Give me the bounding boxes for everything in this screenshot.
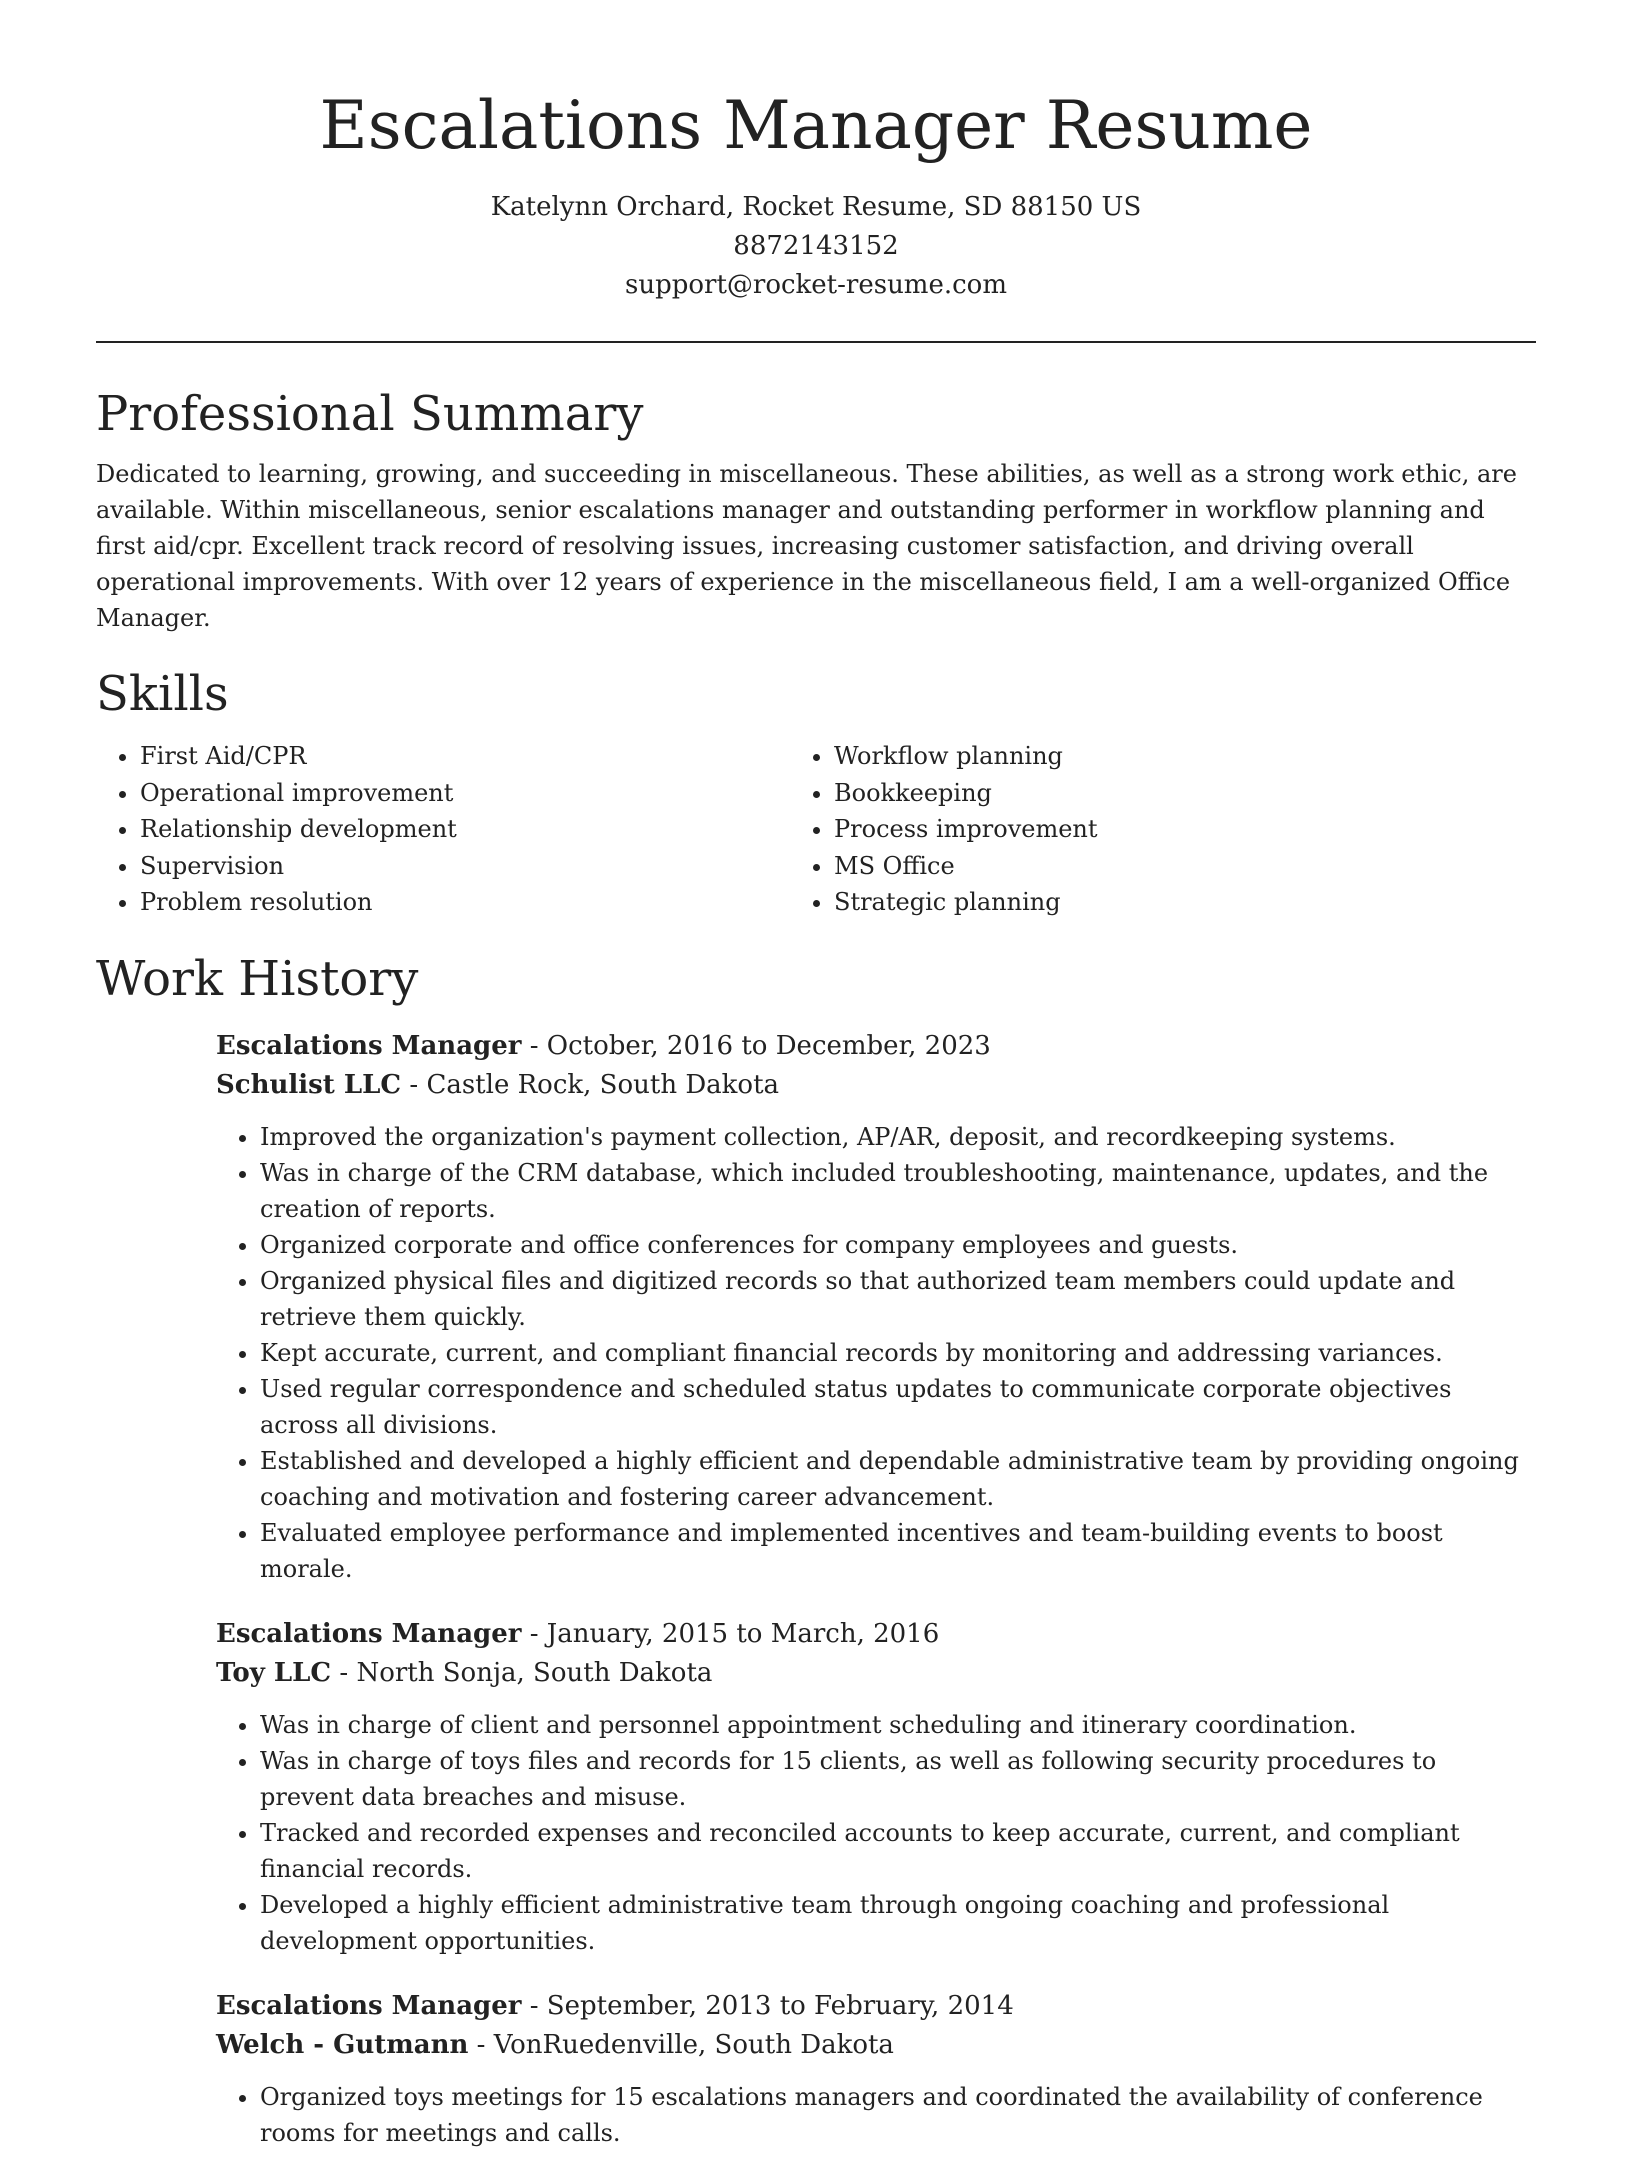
- skills-section: [96, 658, 1536, 921]
- job-duty: • Tracked and recorded expenses and reconciled accounts to keep accurate, current, and compliant financial records.: [260, 1815, 1536, 1887]
- skill-item: • Problem resolution: [140, 884, 790, 921]
- job-duty: • Kept accurate, current, and compliant financial records by monitoring and addressing variances.: [260, 1335, 1536, 1371]
- job-entry: [216, 1615, 1536, 1959]
- job-title-line: [216, 1987, 1536, 2026]
- skill-item: • Workflow planning: [834, 738, 1484, 775]
- job-duty: • Organized toys meetings for 15 escalations managers and coordinated the availability of conference rooms for meetings and calls.: [260, 2079, 1536, 2151]
- job-company: Toy LLC: [216, 1657, 332, 1688]
- job-dates: - January, 2015 to March, 2016: [521, 1618, 940, 1649]
- skill-item: • Strategic planning: [834, 884, 1484, 921]
- job-duty: • Organized physical files and digitized records so that authorized team members could update and retrieve them quickly.: [260, 1263, 1536, 1335]
- job-title: Escalations Manager: [216, 1990, 522, 2021]
- job-dates: - September, 2013 to February, 2014: [521, 1990, 1014, 2021]
- job-location: - VonRuedenville, South Dakota: [468, 2029, 894, 2060]
- skill-item: • Operational improvement: [140, 775, 790, 812]
- skills-heading: Skills: [96, 666, 229, 722]
- resume-header: [0, 0, 1632, 305]
- work-history-section: [96, 943, 1536, 2151]
- job-duties-list: [216, 1707, 1536, 1959]
- job-duties-list: [216, 2079, 1536, 2151]
- job-company: Welch - Gutmann: [216, 2029, 469, 2060]
- skills-columns: [96, 738, 1536, 921]
- job-duty: • Developed a highly efficient administrative team through ongoing coaching and professional development opportunities.: [260, 1887, 1536, 1959]
- resume-content: [96, 378, 1536, 2179]
- skill-item: • Bookkeeping: [834, 775, 1484, 812]
- job-location: - Castle Rock, South Dakota: [401, 1069, 780, 1100]
- contact-email: support@rocket-resume.com: [624, 270, 1007, 300]
- job-duty: • Improved the organization's payment collection, AP/AR, deposit, and recordkeeping systems.: [260, 1119, 1536, 1155]
- job-company-line: [216, 2026, 1536, 2065]
- job-title-line: [216, 1027, 1536, 1066]
- job-entry: [216, 1027, 1536, 1587]
- header-divider: [96, 341, 1536, 343]
- work-history-heading: Work History: [96, 950, 419, 1007]
- job-duty: • Was in charge of the CRM database, which included troubleshooting, maintenance, updates, and the creation of reports.: [260, 1155, 1536, 1227]
- contact-address: Katelynn Orchard, Rocket Resume, SD 88150 US: [490, 192, 1142, 222]
- job-entry: [216, 1987, 1536, 2151]
- job-company-line: [216, 1066, 1536, 1105]
- job-title-line: [216, 1615, 1536, 1654]
- contact-block: [0, 188, 1632, 305]
- job-location: - North Sonja, South Dakota: [331, 1657, 713, 1688]
- job-duties-list: [216, 1119, 1536, 1587]
- job-duty: • Established and developed a highly efficient and dependable administrative team by providing ongoing coaching and motivation and fostering career advancement.: [260, 1443, 1536, 1515]
- job-title: Escalations Manager: [216, 1030, 522, 1061]
- skills-list-left: [96, 738, 790, 921]
- job-company: Schulist LLC: [216, 1069, 402, 1100]
- job-duty: • Was in charge of client and personnel appointment scheduling and itinerary coordination.: [260, 1707, 1536, 1743]
- skill-item: • First Aid/CPR: [140, 738, 790, 775]
- skill-item: • Supervision: [140, 848, 790, 885]
- job-title: Escalations Manager: [216, 1618, 522, 1649]
- job-duty: • Was in charge of toys files and records for 15 clients, as well as following security procedures to prevent data breaches and misuse.: [260, 1743, 1536, 1815]
- job-dates: - October, 2016 to December, 2023: [521, 1030, 991, 1061]
- professional-summary-section: [96, 378, 1536, 636]
- contact-phone: 8872143152: [733, 231, 899, 261]
- skill-item: • MS Office: [834, 848, 1484, 885]
- skill-item: • Relationship development: [140, 811, 790, 848]
- resume-title: Escalations Manager Resume: [319, 87, 1313, 164]
- job-duty: • Evaluated employee performance and implemented incentives and team-building events to boost morale.: [260, 1515, 1536, 1587]
- summary-text: Dedicated to learning, growing, and succeeding in miscellaneous. These abilities, as well as a strong work ethic, are available. Within miscellaneous, senior escalations manager and outstanding performer in workflow planning and first aid/cpr. Excellent track record of resolving issues, increasing customer satisfaction, and driving overall operational improvements. With over 12 years of experience in the miscellaneous field, I am a well-organized Office Manager.: [96, 460, 1517, 632]
- job-duty: • Used regular correspondence and scheduled status updates to communicate corporate objectives across all divisions.: [260, 1371, 1536, 1443]
- summary-heading: Professional Summary: [96, 386, 644, 442]
- skill-item: • Process improvement: [834, 811, 1484, 848]
- job-company-line: [216, 1654, 1536, 1693]
- skills-list-right: [790, 738, 1484, 921]
- job-duty: • Organized corporate and office conferences for company employees and guests.: [260, 1227, 1536, 1263]
